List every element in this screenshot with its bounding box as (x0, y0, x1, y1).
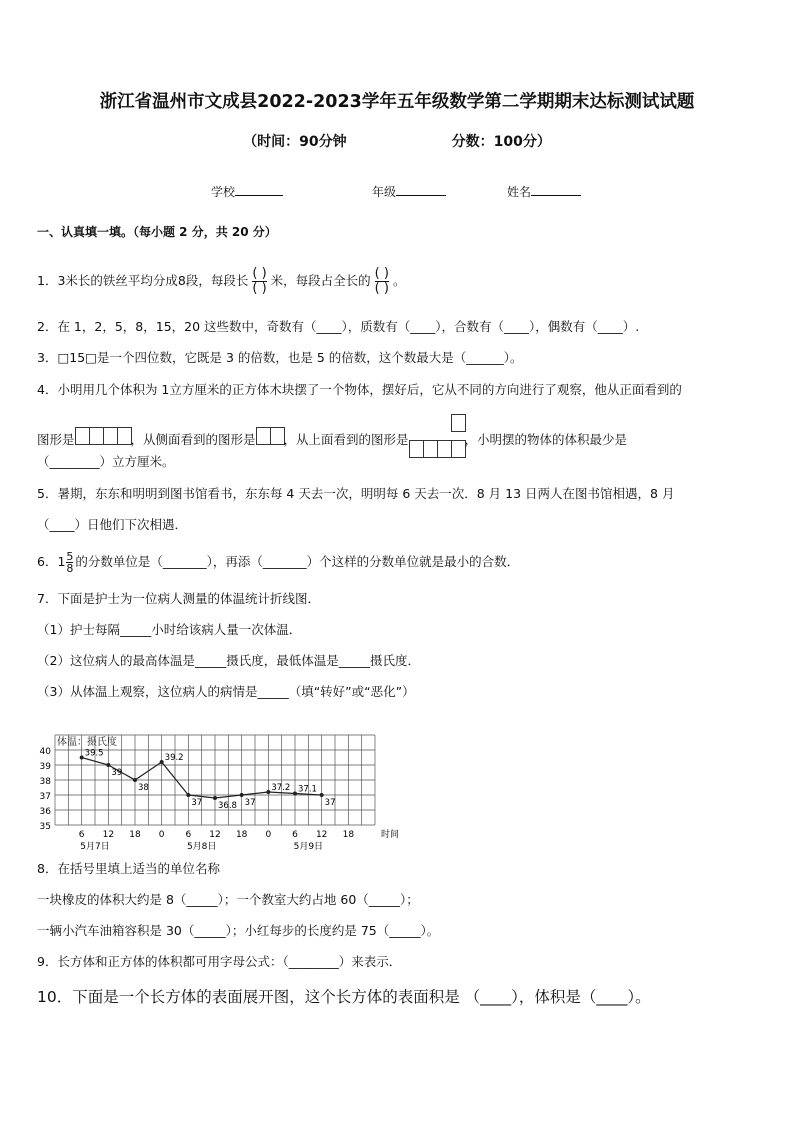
x-tick-label: 6 (185, 830, 192, 840)
front-view-grid (75, 427, 131, 454)
data-point (320, 793, 324, 797)
x-axis-label: 时间 (381, 830, 400, 840)
question-6: 6．1 $\frac{5}{8}$ 的分数单位是（_______），再添（_______）个这样的分数单位就是最小的合数． (37, 550, 520, 575)
question-8-line1: 一块橡皮的体积大约是 8（_____）；一个教室大约占地 60（_____）； (37, 892, 419, 907)
data-point (240, 793, 244, 797)
question-7-intro: 7．下面是护士为一位病人测量的体温统计折线图． (37, 591, 320, 606)
data-label: 37 (244, 798, 256, 808)
data-label: 39 (111, 768, 123, 778)
data-point (80, 756, 84, 760)
x-tick-label: 18 (129, 830, 141, 840)
question-10: 10．下面是一个长方体的表面展开图，这个长方体的表面积是 （____），体积是（____）。 (37, 988, 651, 1006)
y-tick-label: 36 (39, 807, 51, 817)
exam-score: 分数：100分） (451, 134, 551, 150)
question-4-line1: 4．小明用几个体积为 1立方厘米的正方体木块摆了一个物体，摆好后，它从不同的方向进行了观察，他从正面看到的 (37, 382, 682, 397)
exam-time: （时间：90分钟 (243, 134, 347, 150)
y-axis-label: 体温：摄氏度 (57, 737, 117, 748)
mixed-number-whole: 1 (57, 554, 66, 569)
data-point (266, 790, 270, 794)
temperature-line-chart (30, 715, 400, 852)
exam-meta (0, 131, 794, 151)
top-view-grid (409, 414, 465, 467)
question-8-intro: 8．在括号里填上适当的单位名称 (37, 861, 220, 876)
data-point (106, 763, 110, 767)
fraction-blank[interactable]: $\frac{( )}{( )}$ (252, 266, 267, 296)
day-label: 5月9日 (293, 842, 324, 852)
school-field[interactable]: 学校 (211, 183, 283, 200)
data-point (213, 796, 217, 800)
fraction-blank[interactable]: $\frac{( )}{( )}$ (374, 266, 389, 296)
question-8-line2: 一辆小汽车油箱容积是 30（_____）；小红每步的长度约是 75（_____）。 (37, 923, 440, 938)
x-tick-label: 18 (235, 830, 248, 840)
y-tick-label: 35 (39, 822, 51, 832)
day-label: 5月7日 (80, 842, 110, 852)
day-label: 5月8日 (186, 842, 217, 852)
question-5-line2: （____）日他们下次相遇． (37, 517, 188, 532)
y-tick-label: 39 (39, 762, 51, 772)
data-label: 37.2 (271, 783, 291, 793)
mixed-number-fraction: $\frac{5}{8}$ (66, 550, 74, 575)
y-tick-label: 37 (39, 792, 51, 802)
data-label: 37 (324, 798, 336, 808)
side-view-grid (256, 427, 284, 454)
grade-field[interactable]: 年级 (372, 183, 446, 200)
y-tick-label: 40 (39, 747, 51, 757)
y-tick-label: 38 (39, 777, 51, 787)
data-point (293, 792, 297, 796)
x-tick-label: 12 (102, 830, 115, 840)
section-heading: 一、认真填一填。（每小题 2 分，共 20 分） (37, 225, 277, 239)
data-label: 36.8 (218, 801, 237, 811)
x-tick-label: 0 (265, 830, 272, 840)
data-point (160, 760, 164, 764)
data-label: 37 (191, 798, 203, 808)
question-7-part3: （3）从体温上观察，这位病人的病情是_____（填“转好”或“恶化”） (37, 684, 415, 699)
x-tick-label: 6 (292, 830, 298, 840)
data-point (186, 793, 190, 797)
data-label: 37.1 (298, 784, 317, 795)
question-4-line2: 图形是 ，从侧面看到的图形是 ，从上面看到的图形是 ，小明摆的物体的体积最少是 (37, 414, 627, 467)
question-2: 2．在 1，2，5，8，15，20 这些数中，奇数有（____），质数有（____），合数有（____），偶数有（____）. (37, 319, 640, 334)
data-label: 38 (138, 783, 149, 793)
x-tick-label: 0 (158, 830, 165, 840)
question-3: 3．□15□是一个四位数，它既是 3 的倍数，也是 5 的倍数，这个数最大是（______）。 (37, 350, 523, 365)
question-5-line1: 5．暑期，东东和明明到图书馆看书，东东每 4 天去一次，明明每 6 天去一次．8 月 13 日两人在图书馆相遇，8 月 (37, 486, 675, 501)
data-label: 39.5 (84, 748, 104, 759)
x-tick-label: 12 (209, 830, 221, 840)
question-7-part2: （2）这位病人的最高体温是_____摄氏度，最低体温是_____摄氏度． (37, 653, 420, 668)
question-7-part1: （1）护士每隔_____小时给该病人量一次体温． (37, 622, 302, 637)
data-point (133, 778, 137, 782)
x-tick-label: 18 (342, 830, 355, 840)
data-label: 39.2 (164, 753, 184, 763)
question-9: 9．长方体和正方体的体积都可用字母公式：（________）来表示． (37, 954, 402, 969)
question-1: 1．3米长的铁丝平均分成8段，每段长 $\frac{( )}{( )}$ 米，每段占全长的 $\frac{( )}{( )}$ 。 (37, 266, 406, 296)
name-field[interactable]: 姓名 (507, 183, 581, 200)
page-title: 浙江省温州市文成县2022-2023学年五年级数学第二学期期末达标测试试题 (99, 92, 695, 112)
question-4-line3: （________）立方厘米。 (37, 454, 175, 469)
x-tick-label: 12 (315, 830, 328, 840)
x-tick-label: 6 (78, 830, 85, 840)
